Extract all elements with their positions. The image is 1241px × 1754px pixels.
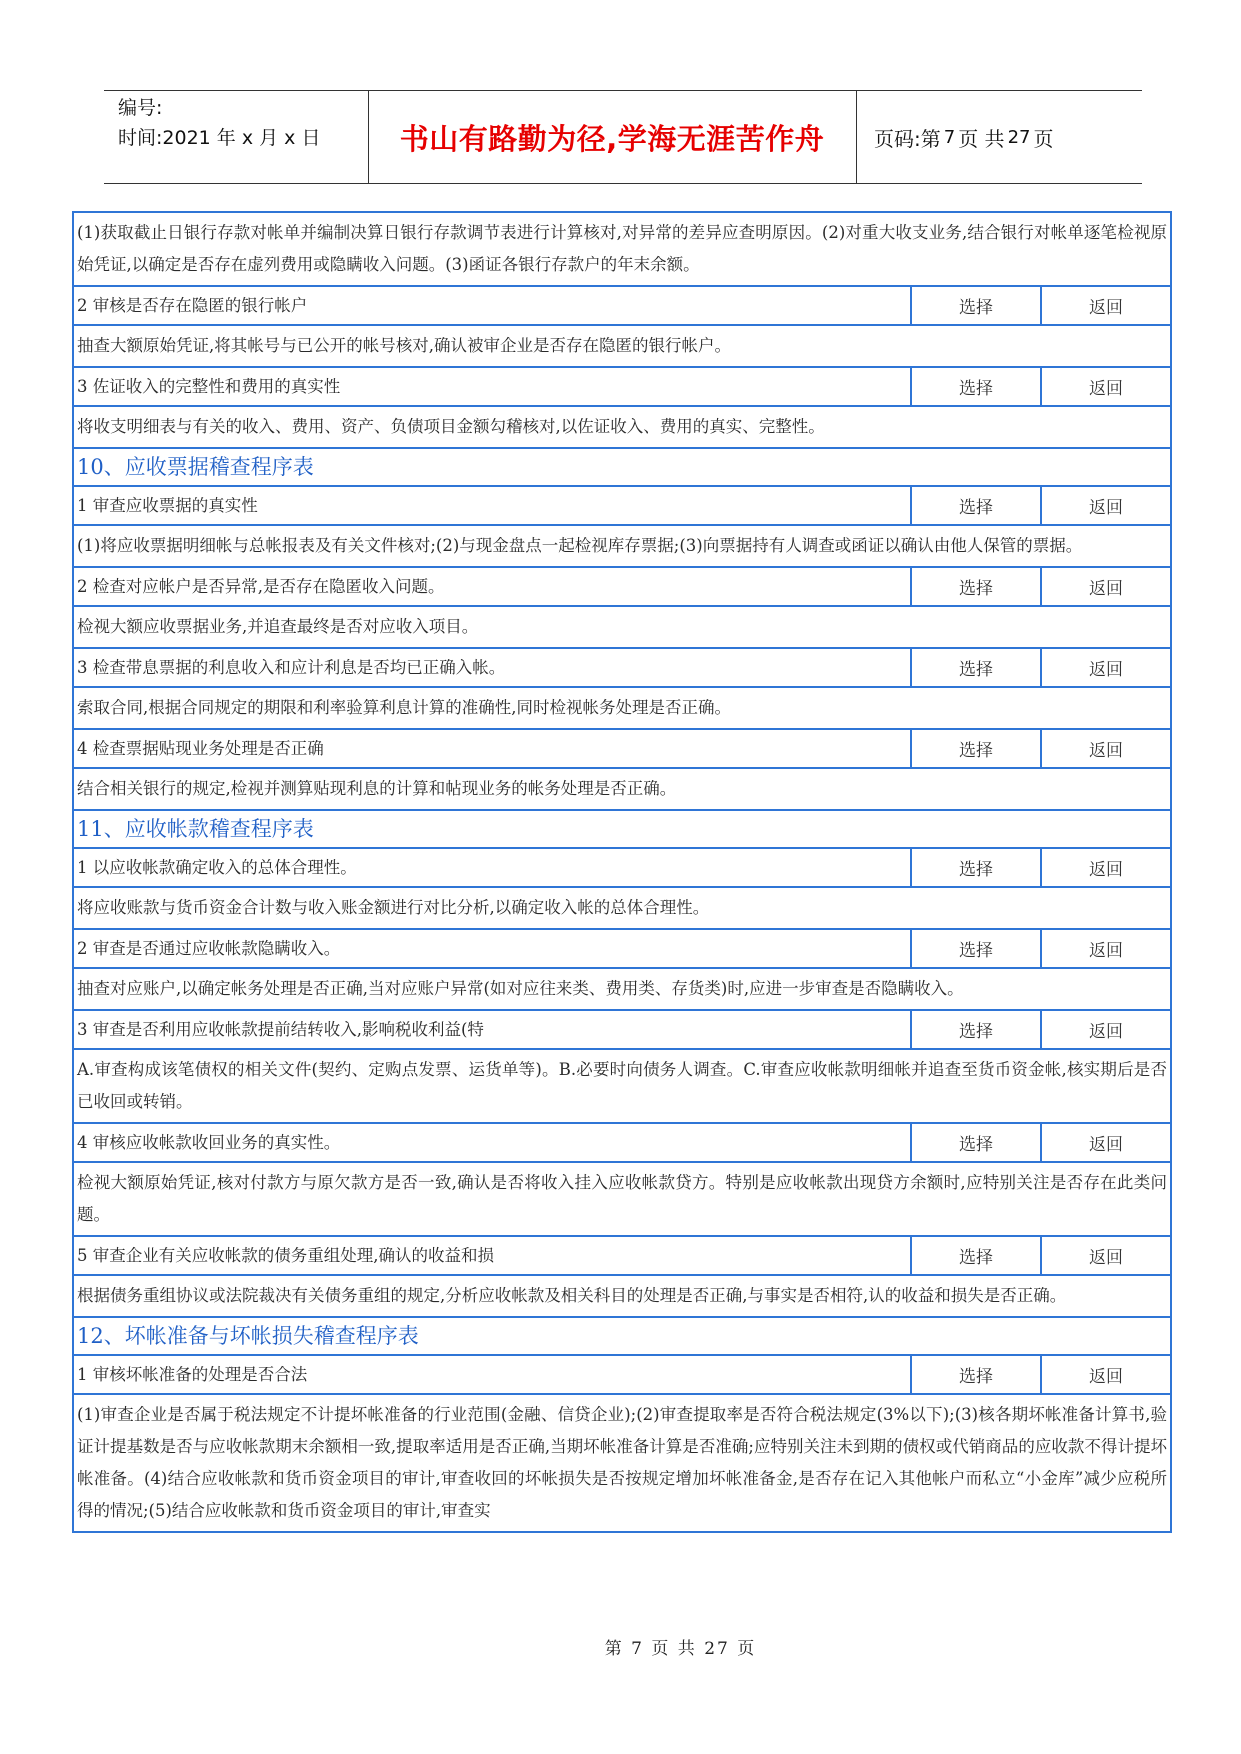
procedure-description [74,213,1170,287]
back-button[interactable]: 返回 [1040,568,1170,605]
section-heading [74,811,1170,849]
procedure-description [74,1276,1170,1318]
page-suffix: 页 [1033,126,1054,151]
back-button[interactable]: 返回 [1040,487,1170,524]
select-button[interactable]: 选择 [910,487,1040,524]
procedure-description [74,769,1170,811]
procedure-item [74,1124,1170,1163]
page-header [104,90,1142,184]
header-page-info [874,91,1053,183]
back-button[interactable]: 返回 [1040,1124,1170,1161]
back-button[interactable]: 返回 [1040,730,1170,767]
page-mid: 页 共 [958,126,1005,151]
procedure-item [74,1011,1170,1050]
procedure-item [74,849,1170,888]
procedure-description [74,888,1170,930]
procedure-item [74,568,1170,607]
back-button[interactable]: 返回 [1040,930,1170,967]
procedure-description [74,1050,1170,1124]
description-text: 检视大额原始凭证,核对付款方与原欠款方是否一致,确认是否将收入挂入应收帐款贷方。特别是应收帐款出现贷方余额时,应特别关注是否存在此类问题。 [77,1173,1167,1224]
select-button[interactable]: 选择 [910,849,1040,886]
section-title: 12、坏帐准备与坏帐损失稽查程序表 [77,1324,419,1348]
procedure-description [74,607,1170,649]
select-button[interactable]: 选择 [910,287,1040,324]
procedure-item [74,287,1170,326]
back-button[interactable]: 返回 [1040,368,1170,405]
section-heading [74,1318,1170,1356]
item-text: 2 审核是否存在隐匿的银行帐户 [77,296,308,315]
item-text: 5 审查企业有关应收帐款的债务重组处理,确认的收益和损 [77,1246,494,1265]
select-button[interactable]: 选择 [910,1356,1040,1393]
section-title: 10、应收票据稽查程序表 [77,455,314,479]
procedure-description [74,326,1170,368]
select-button[interactable]: 选择 [910,930,1040,967]
procedure-item [74,649,1170,688]
page-footer: 第 7 页 共 27 页 [604,1639,757,1659]
procedure-description [74,526,1170,568]
description-text: (1)审查企业是否属于税法规定不计提坏帐准备的行业范围(金融、信贷企业);(2)审查提取率是否符合税法规定(3%以下);(3)核各期坏帐准备计算书,验证计提基数是否与应收帐款期末余额相一致,提取率适用是否正确,当期坏帐准备计算是否准确;应特别关注未到期的债权或代销商品的应收款不得计提坏帐准备。(4)结合应收帐款和货币资金项目的审计,审查收回的坏帐损失是否按规定增加坏帐准备金,是否存在记入其他帐户而私立“小金库”减少应税所得的情况;(5)结合应收帐款和货币资金项目的审计,审查实 [77,1405,1167,1520]
description-text: 根据债务重组协议或法院裁决有关债务重组的规定,分析应收帐款及相关科目的处理是否正确,与事实是否相符,认的收益和损失是否正确。 [77,1286,1067,1305]
select-button[interactable]: 选择 [910,730,1040,767]
page-total: 27 [1007,126,1031,148]
back-button[interactable]: 返回 [1040,1356,1170,1393]
description-text: 抽查大额原始凭证,将其帐号与已公开的帐号核对,确认被审企业是否存在隐匿的银行帐户。 [77,336,731,355]
select-button[interactable]: 选择 [910,1237,1040,1274]
header-motto: 书山有路勤为径,学海无涯苦作舟 [399,121,825,156]
select-button[interactable]: 选择 [910,368,1040,405]
item-text: 1 以应收帐款确定收入的总体合理性。 [77,858,357,877]
description-text: (1)获取截止日银行存款对帐单并编制决算日银行存款调节表进行计算核对,对异常的差异应查明原因。(2)对重大收支业务,结合银行对帐单逐笔检视原始凭证,以确定是否存在虚列费用或隐瞒收入问题。(3)函证各银行存款户的年末余额。 [77,223,1167,274]
procedure-description [74,1163,1170,1237]
item-text: 4 审核应收帐款收回业务的真实性。 [77,1133,341,1152]
item-text: 1 审核坏帐准备的处理是否合法 [77,1365,308,1384]
item-text: 3 检查带息票据的利息收入和应计利息是否均已正确入帐。 [77,658,506,677]
description-text: 检视大额应收票据业务,并追查最终是否对应收入项目。 [77,617,479,636]
item-text: 2 检查对应帐户是否异常,是否存在隐匿收入问题。 [77,577,445,596]
procedure-item [74,930,1170,969]
description-text: 结合相关银行的规定,检视并测算贴现利息的计算和帖现业务的帐务处理是否正确。 [77,779,677,798]
item-text: 3 审查是否利用应收帐款提前结转收入,影响税收利益(特 [77,1020,484,1039]
description-text: 将收支明细表与有关的收入、费用、资产、负债项目金额勾稽核对,以佐证收入、费用的真实、完整性。 [77,417,825,436]
description-text: 索取合同,根据合同规定的期限和利率验算利息计算的准确性,同时检视帐务处理是否正确。 [77,698,731,717]
select-button[interactable]: 选择 [910,568,1040,605]
time-label: 时间:2021 年 x 月 x 日 [118,127,321,149]
procedure-item [74,368,1170,407]
page-prefix: 页码:第 [874,126,941,151]
back-button[interactable]: 返回 [1040,287,1170,324]
back-button[interactable]: 返回 [1040,649,1170,686]
header-meta [118,93,320,153]
section-title: 11、应收帐款稽查程序表 [77,817,314,841]
description-text: 抽查对应账户,以确定帐务处理是否正确,当对应账户异常(如对应往来类、费用类、存货类)时,应进一步审查是否隐瞒收入。 [77,979,964,998]
back-button[interactable]: 返回 [1040,1237,1170,1274]
select-button[interactable]: 选择 [910,649,1040,686]
description-text: A.审查构成该笔债权的相关文件(契约、定购点发票、运货单等)。B.必要时向债务人调查。C.审查应收帐款明细帐并追查至货币资金帐,核实期后是否已收回或转销。 [77,1060,1167,1111]
procedure-description [74,688,1170,730]
procedure-description [74,969,1170,1011]
code-label: 编号: [118,97,163,119]
procedure-description [74,407,1170,449]
procedure-item [74,487,1170,526]
section-heading [74,449,1170,487]
procedure-item [74,1356,1170,1395]
audit-procedure-table [72,211,1172,1533]
item-text: 2 审查是否通过应收帐款隐瞒收入。 [77,939,341,958]
select-button[interactable]: 选择 [910,1124,1040,1161]
procedure-description [74,1395,1170,1531]
procedure-item [74,730,1170,769]
procedure-item [74,1237,1170,1276]
header-divider [856,91,857,183]
description-text: 将应收账款与货币资金合计数与收入账金额进行对比分析,以确定收入帐的总体合理性。 [77,898,710,917]
item-text: 1 审查应收票据的真实性 [77,496,258,515]
back-button[interactable]: 返回 [1040,1011,1170,1048]
back-button[interactable]: 返回 [1040,849,1170,886]
item-text: 3 佐证收入的完整性和费用的真实性 [77,377,341,396]
description-text: (1)将应收票据明细帐与总帐报表及有关文件核对;(2)与现金盘点一起检视库存票据;(3)向票据持有人调查或函证以确认由他人保管的票据。 [77,536,1083,555]
select-button[interactable]: 选择 [910,1011,1040,1048]
item-text: 4 检查票据贴现业务处理是否正确 [77,739,324,758]
page-current: 7 [943,126,956,148]
